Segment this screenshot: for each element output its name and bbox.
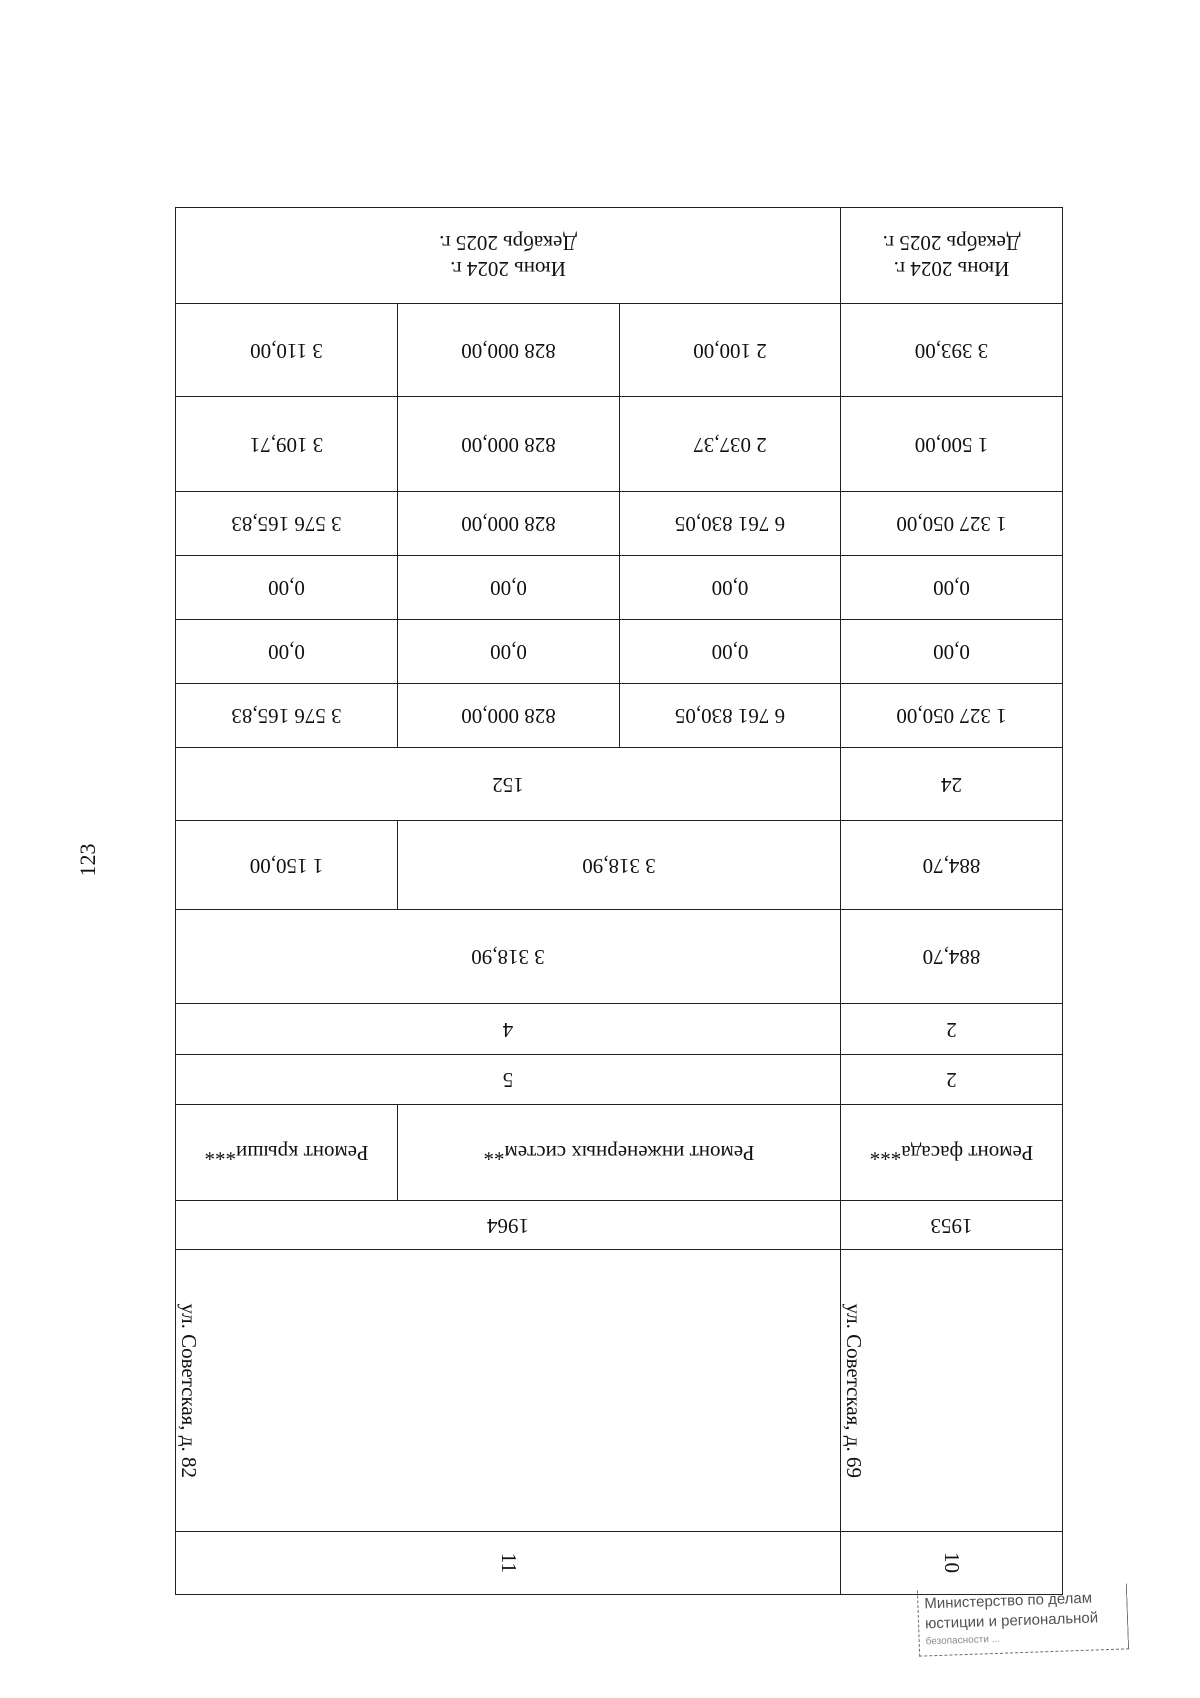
cost-budget-row-11-a: 0,00 xyxy=(619,555,841,620)
date-start-row-11: Июнь 2024 г. xyxy=(450,256,566,281)
max-unit-cost-row-11-c: 3 110,00 xyxy=(175,303,398,397)
year-row-10: 1953 xyxy=(840,1200,1063,1250)
max-unit-cost-row-11-a: 2 100,00 xyxy=(619,303,841,397)
official-stamp xyxy=(917,1583,1129,1656)
unit-cost-row-11-a: 2 037,37 xyxy=(619,396,841,492)
dates-row-11 xyxy=(175,207,841,304)
cost-total-row-10: 1 327 050,00 xyxy=(840,683,1063,748)
cost-total-row-11-a: 6 761 830,05 xyxy=(619,683,841,748)
cost-fund-row-11-c: 0,00 xyxy=(175,619,398,684)
cost-fund-row-11-a: 0,00 xyxy=(619,619,841,684)
work-type-row-11-a: Ремонт инженерных систем** xyxy=(397,1104,841,1201)
stamp-line-1: Министерство по делам xyxy=(924,1589,1093,1613)
unit-cost-row-10: 1 500,00 xyxy=(840,396,1063,492)
cost-owners-row-10: 1 327 050,00 xyxy=(840,491,1063,556)
cost-owners-row-11-b: 828 000,00 xyxy=(397,491,620,556)
cost-budget-row-11-c: 0,00 xyxy=(175,555,398,620)
address-row-10: ул. Советская, д. 69 xyxy=(840,1249,1063,1532)
cost-budget-row-10: 0,00 xyxy=(840,555,1063,620)
dates-row-10 xyxy=(840,207,1063,304)
date-end-row-10: Декабрь 2025 г. xyxy=(882,231,1021,256)
work-type-row-10: Ремонт фасада*** xyxy=(840,1104,1063,1201)
row-number-11: 11 xyxy=(175,1531,841,1595)
col5-row-10: 2 xyxy=(840,1054,1063,1105)
cost-fund-row-10: 0,00 xyxy=(840,619,1063,684)
area-row-11: 3 318,90 xyxy=(175,909,841,1004)
unit-cost-row-11-c: 3 109,71 xyxy=(175,396,398,492)
date-end-row-11: Декабрь 2025 г. xyxy=(439,231,577,256)
cost-budget-row-11-b: 0,00 xyxy=(397,555,620,620)
row-number-10: 10 xyxy=(840,1531,1063,1595)
stamp-line-2: юстиции и региональной xyxy=(924,1609,1099,1633)
col5-row-11: 5 xyxy=(175,1054,841,1105)
address-row-11: ул. Советская, д. 82 xyxy=(175,1249,841,1532)
capital-repair-table xyxy=(175,145,1063,1595)
page-number: 123 xyxy=(75,843,100,877)
unit-cost-row-11-b: 828 000,00 xyxy=(397,396,620,492)
area-living-row-10: 884,70 xyxy=(840,820,1063,910)
stamp-line-3: безопасности ... xyxy=(925,1633,1001,1647)
col6-row-11: 4 xyxy=(175,1003,841,1055)
work-type-row-11-b: Ремонт крыши*** xyxy=(175,1104,398,1201)
cost-total-row-11-b: 828 000,00 xyxy=(397,683,620,748)
cost-total-row-11-c: 3 576 165,83 xyxy=(175,683,398,748)
year-row-11: 1964 xyxy=(175,1200,841,1250)
area-living-row-11-b: 1 150,00 xyxy=(175,820,398,910)
col6-row-10: 2 xyxy=(840,1003,1063,1055)
cost-owners-row-11-a: 6 761 830,05 xyxy=(619,491,841,556)
cost-owners-row-11-c: 3 576 165,83 xyxy=(175,491,398,556)
residents-row-11: 152 xyxy=(175,747,841,821)
cost-fund-row-11-b: 0,00 xyxy=(397,619,620,684)
area-row-10: 884,70 xyxy=(840,909,1063,1004)
max-unit-cost-row-11-b: 828 000,00 xyxy=(397,303,620,397)
date-start-row-10: Июнь 2024 г. xyxy=(893,256,1010,281)
area-living-row-11-a: 3 318,90 xyxy=(397,820,841,910)
residents-row-10: 24 xyxy=(840,747,1063,821)
max-unit-cost-row-10: 3 393,00 xyxy=(840,303,1063,397)
